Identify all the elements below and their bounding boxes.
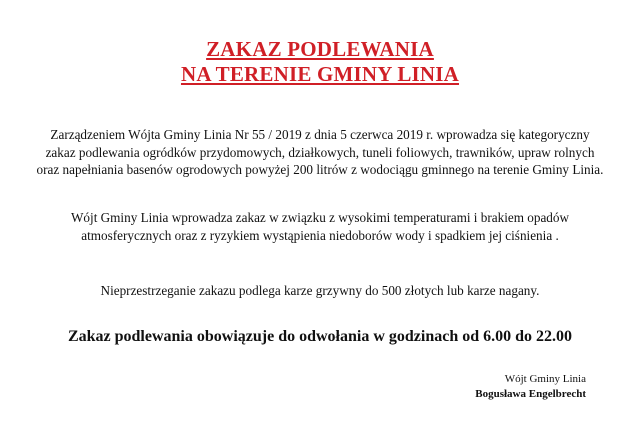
signature-block — [475, 372, 586, 402]
hours-notice: Zakaz podlewania obowiązuje do odwołania w godzinach od 6.00 do 22.00 — [67, 328, 573, 345]
paragraph-penalty — [0, 282, 640, 300]
paragraph-line: zakaz podlewania ogródków przydomowych, działkowych, tuneli foliowych, trawników, upraw rolnych — [45, 144, 595, 160]
paragraph-line: Zarządzeniem Wójta Gminy Linia Nr 55 / 2019 z dnia 5 czerwca 2019 r. wprowadza się kategoryczny — [50, 127, 590, 142]
document-title-line-2: NA TERENIE GMINY LINIA — [180, 62, 460, 86]
paragraph-reason — [0, 209, 640, 244]
paragraph-regulation — [0, 126, 640, 179]
paragraph-line: atmosferycznych oraz z ryzykiem wystąpienia niedoborów wody i spadkiem jej ciśnienia . — [81, 227, 559, 243]
signature-role: Wójt Gminy Linia — [504, 373, 586, 385]
document-title-line-1: ZAKAZ PODLEWANIA — [206, 37, 434, 61]
paragraph-line: oraz napełniania basenów ogrodowych powyżej 200 litrów z wodociągu gminnego na terenie Gminy Linia. — [36, 162, 604, 177]
paragraph-line: Nieprzestrzeganie zakazu podlega karze grzywny do 500 złotych lub karze nagany. — [100, 283, 540, 298]
paragraph-line: Wójt Gminy Linia wprowadza zakaz w związku z wysokimi temperaturami i brakiem opadów — [70, 210, 570, 225]
signature-name: Bogusława Engelbrecht — [475, 388, 586, 400]
